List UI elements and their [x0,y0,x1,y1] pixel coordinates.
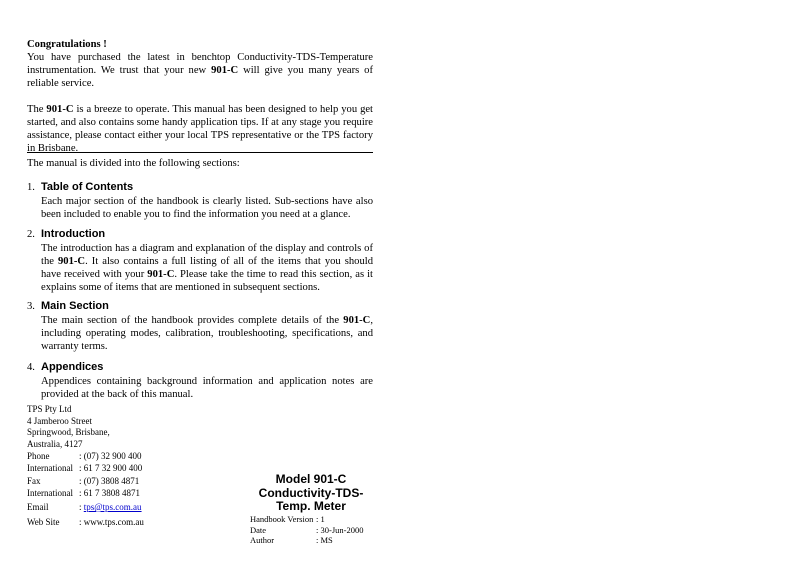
manual-page: Congratulations ! You have purchased the latest in benchtop Conductivity-TDS-Temperature instrumentation. We trust that your new 901-C will give you many years of reliable service. The 901-C is a breeze to operate. This manual has been designed to help you get started, and also contains some handy application tips. If at any stage you require assistance, please contact either your local TPS representative or the TPS factory in Brisbane. The manual is divided into the following sections: 1. Table of Contents Each major section of the handbook is clearly listed. Sub-sections have also been included to enable you to find the information you need at a glance. 2. Introduction The introduction has a diagram and explanation of the display and controls of the 901-C. It also contains a full listing of all of the items that you should have received with your 901-C. Please take the time to read this section, as it explains some of items that are mentioned in subsequent sections. 3. Main Section The main section of the handbook provides complete details of the 901-C, including operating modes, calibration, troubleshooting, specifications, and warranty terms. 4. Appendices Appendices containing background information and application notes are provided at the back of this manual. TPS Pty Ltd 4 Jamberoo Street Springwood, Brisbane, Australia, 4127 Phone : (07) 32 900 400 International : 61 7 32 900 400 Fax : (07) 3808 4871 International : 61 7 3808 4871 Email : tps@tps.com.au Web Site : www.tps.com.au Model 901-C Conductivity-TDS- Temp. Meter Handbook Version : 1 Date : 30-Jun-2000 Author : MS [27,39,374,545]
model-name: 901-C [211,65,239,76]
intro-paragraph-1: You have purchased the latest in benchtop Conductivity-TDS-Temperature instrumentation. We trust that your new 901-C will give you many years of reliable service. [27,52,373,89]
model-name: 901-C [46,104,74,115]
section-body: The introduction has a diagram and explanation of the display and controls of the 901-C. It also contains a full listing of all of the items that you should have received with your 901-C. Please take the time to read this section, as it explains some of items that are mentioned in subsequent sections. [41,243,374,293]
section-body: Appendices containing background information and application notes are provided at the back of this manual. [41,376,373,400]
horizontal-divider [27,152,373,153]
section-body: Each major section of the handbook is clearly listed. Sub-sections have also been included to enable you to find the information you need at a glance. [41,196,373,220]
fax-block: Fax : (07) 3808 4871 International : 61 7 3808 4871 [27,476,141,498]
email-link[interactable]: tps@tps.com.au [83,502,142,512]
section-heading: Main Section [41,300,109,312]
section-heading: Table of Contents [41,181,134,193]
model-title: Model 901-C Conductivity-TDS- Temp. Meter [258,472,364,513]
email-row: Email : tps@tps.com.au [27,502,142,512]
section-heading: Appendices [41,361,104,373]
intro-block [27,38,373,155]
section-heading: Introduction [41,228,106,240]
intro-heading: Congratulations ! [27,39,107,50]
sections-intro-text: The manual is divided into the following sections: [27,158,240,169]
handbook-meta: Handbook Version : 1 Date : 30-Jun-2000 Author : MS [250,514,364,545]
website-row: Web Site : www.tps.com.au [27,517,144,527]
section-body: The main section of the handbook provides complete details of the 901-C, including operating modes, calibration, troubleshooting, specifications, and warranty terms. [41,315,373,352]
company-address: TPS Pty Ltd 4 Jamberoo Street Springwood, Brisbane, Australia, 4127 [27,404,110,449]
intro-paragraph-2: The 901-C is a breeze to operate. This manual has been designed to help you get started, and also contains some handy application tips. If at any stage you require assistance, please contact either your local TPS representative or the TPS factory in Brisbane. [27,104,374,154]
phone-block: Phone : (07) 32 900 400 International : 61 7 32 900 400 [27,451,143,473]
